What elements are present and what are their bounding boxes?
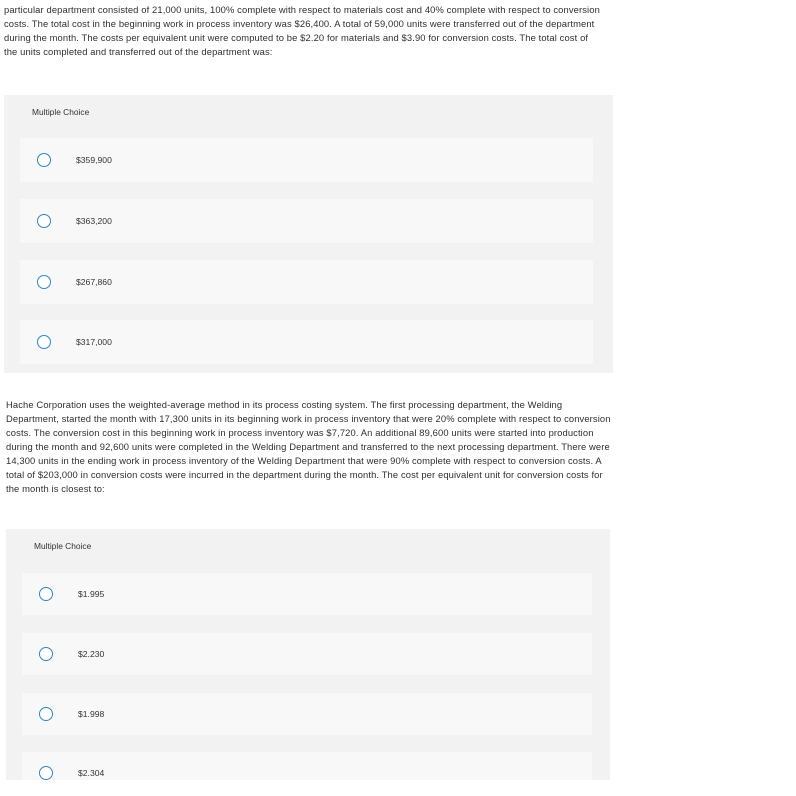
choice-value: $1.995 — [78, 589, 105, 599]
radio-button-icon[interactable] — [39, 587, 53, 601]
choice-value: $1.998 — [78, 709, 105, 719]
question-2-text: Hache Corporation uses the weighted-average method in its process costing system. The first processing department, the Welding Department, started the month with 17,300 units in its beginning work in process inventory that were 20% complete with respect to conversion costs. The conversion cost in this beginning work in process inventory was $7,720. An additional 89,600 units were started into production during the month and 92,600 units were completed in the Welding Department and transferred to the next processing department. There were 14,300 units in the ending work in process inventory of the Welding Department that were 90% complete with respect to conversion costs. A total of $203,000 in conversion costs were incurred in the department during the month. The cost per equivalent unit for conversion costs for the month is closest to: — [6, 399, 611, 494]
choice-value: $2.304 — [78, 768, 105, 778]
q2-choice-c[interactable] — [22, 693, 592, 735]
q1-choice-a[interactable] — [20, 138, 593, 182]
radio-button-icon[interactable] — [39, 647, 53, 661]
question-2-multiple-choice-panel — [6, 529, 610, 780]
radio-button-icon[interactable] — [37, 153, 51, 167]
q2-choice-d[interactable] — [22, 752, 592, 780]
q1-choice-b[interactable] — [20, 199, 593, 243]
radio-button-icon[interactable] — [37, 275, 51, 289]
choice-value: $359,900 — [76, 155, 112, 165]
radio-button-icon[interactable] — [37, 214, 51, 228]
choice-value: $317,000 — [76, 337, 112, 347]
q2-choice-b[interactable] — [22, 633, 592, 675]
question-1-text: particular department consisted of 21,000 units, 100% complete with respect to materials cost and 40% complete with respect to conversion costs. The total cost in the beginning work in process inventory was $26,400. A total of 59,000 units were transferred out of the department during the month. The costs per equivalent unit were computed to be $2.20 for materials and $3.90 for conversion costs. The total cost of the units completed and transferred out of the department was: — [4, 4, 600, 57]
multiple-choice-label: Multiple Choice — [32, 107, 90, 117]
radio-button-icon[interactable] — [39, 766, 53, 780]
question-1-multiple-choice-panel — [4, 95, 613, 373]
choice-value: $267,860 — [76, 277, 112, 287]
q1-choice-c[interactable] — [20, 260, 593, 304]
q2-choice-a[interactable] — [22, 573, 592, 615]
q1-choice-d[interactable] — [20, 320, 593, 364]
radio-button-icon[interactable] — [37, 335, 51, 349]
multiple-choice-label: Multiple Choice — [34, 541, 92, 551]
choice-value: $363,200 — [76, 216, 112, 226]
choice-value: $2.230 — [78, 649, 105, 659]
radio-button-icon[interactable] — [39, 707, 53, 721]
